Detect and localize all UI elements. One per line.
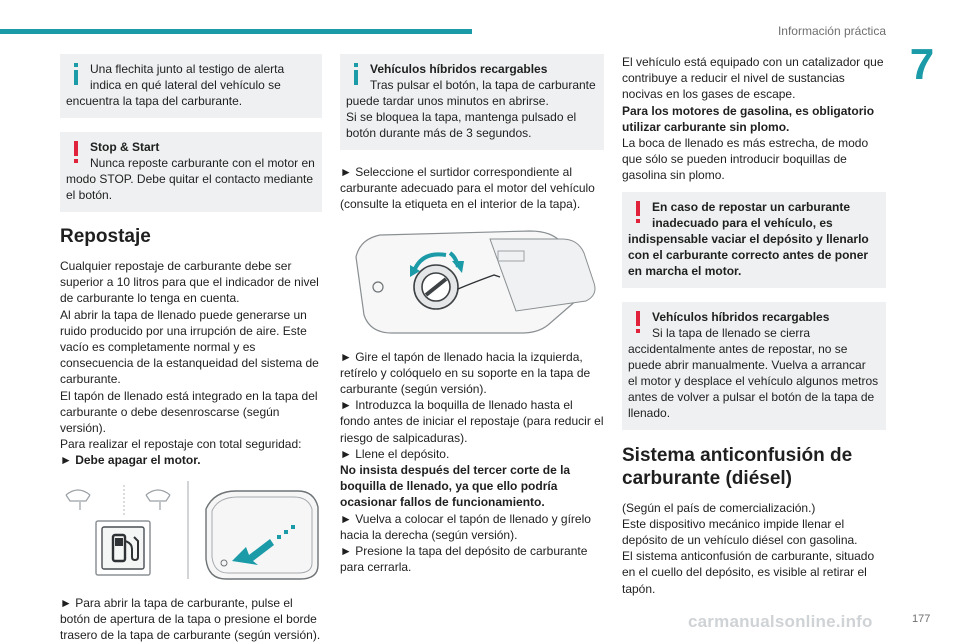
warning-line: indispensable vaciar el depósito y llenarlo <box>628 231 869 246</box>
section-heading: Sistema anticonfusión de carburante (diésel) <box>622 444 853 489</box>
info-text <box>90 61 316 93</box>
info-line: botón durante más de 3 segundos. <box>346 126 532 140</box>
steering-wheel-icon <box>66 490 170 510</box>
bold-paragraph: Para los motores de gasolina, es obligatorio utilizar carburante sin plomo. <box>622 103 875 134</box>
info-title: Vehículos híbridos recargables <box>370 62 548 76</box>
info-box <box>340 54 604 150</box>
warning-title: Vehículos híbridos recargables <box>652 309 830 324</box>
page-number: 177 <box>912 613 931 625</box>
watermark: carmanualsonline.info <box>688 612 873 631</box>
warning-line: Nunca reposte carburante con el motor en <box>90 156 315 170</box>
warning-line: el botón. <box>66 188 113 202</box>
paragraph: Para realizar el repostaje con total seguridad: <box>60 437 302 452</box>
fuel-door-button-icon <box>96 521 150 575</box>
step-paragraph: ► Gire el tapón de llenado hacia la izquierda, retírelo y colóquelo en su soporte en la tapa de carburante (según versión). <box>340 349 591 397</box>
info-line: encuentra la tapa del carburante. <box>66 94 243 108</box>
warning-line: puede abrir manualmente. Vuelva a arrancar <box>628 357 866 372</box>
paragraph: Este dispositivo mecánico impide llenar el depósito de un vehículo diésel con gasolina. <box>622 516 858 548</box>
section-heading: Repostaje <box>60 226 151 247</box>
paragraph: El sistema anticonfusión de carburante, situado en el cuello del depósito, es visible al retirar el tapón. <box>622 549 875 596</box>
step-paragraph: ► Introduzca la boquilla de llenado hasta el fondo antes de iniciar el repostaje (para reducir el riesgo de salpicaduras). <box>340 398 604 445</box>
paragraph: La boca de llenado es más estrecha, de modo que sólo se pueden introducir boquillas de gasolina sin plomo. <box>622 136 869 183</box>
info-line: Si se bloquea la tapa, mantenga pulsado el <box>346 110 577 124</box>
warning-box <box>60 132 322 212</box>
info-icon <box>67 62 85 86</box>
column-2 <box>340 54 604 575</box>
warning-text <box>90 139 316 171</box>
paragraph: Cualquier repostaje de carburante debe ser superior a 10 litros para que el indicador de nivel de carburante lo tenga en cuenta. <box>60 259 319 306</box>
warning-text <box>652 309 880 341</box>
warning-box <box>622 302 886 430</box>
warning-title: Stop & Start <box>90 140 160 154</box>
info-line: indica en qué lateral del vehículo se <box>90 78 281 92</box>
paragraph: Al abrir la tapa de llenado puede generarse un ruido producido por una irrupción de aire. Este vacío es completamente normal y es consecuencia de la estanqueidad del sistema de carburante. <box>60 307 319 387</box>
warning-icon <box>629 200 647 224</box>
warning-line: En caso de repostar un carburante <box>652 199 851 214</box>
warning-box <box>622 192 886 288</box>
warning-line: accidentalmente antes de repostar, no se <box>628 341 848 356</box>
step-paragraph: ► Debe apagar el motor. <box>60 453 201 468</box>
info-line: puede tardar unos minutos en abrirse. <box>346 94 549 108</box>
warning-line: en marcha el motor. <box>628 263 742 278</box>
warning-line: con el carburante correcto antes de poner <box>628 247 869 262</box>
paragraph: El tapón de llenado está integrado en la tapa del carburante o debe desenroscarse (según versión). <box>60 388 318 436</box>
column-3 <box>622 54 886 597</box>
warning-line: llenado. <box>628 405 671 420</box>
notice-paragraph: No insista después del tercer corte de la boquilla de llenado, ya que ello podría ocasionar fallos de funcionamiento. <box>340 463 571 510</box>
step-paragraph: ► Presione la tapa del depósito de carburante para cerrarla. <box>340 544 588 575</box>
warning-icon <box>629 310 647 334</box>
warning-line: antes de volver a pulsar el botón de la tapa de <box>628 389 875 404</box>
section-title: Información práctica <box>777 24 886 38</box>
paragraph: (Según el país de comercialización.) <box>622 500 816 515</box>
step-paragraph: ► Seleccione el surtidor correspondiente al carburante adecuado para el motor del vehículo (consulte la etiqueta en el interior de la tapa). <box>340 165 595 212</box>
step-paragraph: ► Llene el depósito. <box>340 446 450 461</box>
warning-text <box>652 199 880 231</box>
warning-icon <box>67 140 85 164</box>
header-accent-bar <box>0 29 472 34</box>
warning-line: modo STOP. Debe quitar el contacto mediante <box>66 172 314 186</box>
filler-cap-illustration <box>340 221 604 339</box>
fuel-door-illustration <box>60 475 322 585</box>
info-box <box>60 54 322 118</box>
info-line: Una flechita junto al testigo de alerta <box>90 62 285 76</box>
paragraph: El vehículo está equipado con un catalizador que contribuye a reducir el nivel de sustancias nocivas en los gases de escape. <box>622 55 884 102</box>
info-icon <box>347 62 365 86</box>
info-text <box>370 61 598 93</box>
fuel-filler-cap <box>414 265 458 309</box>
warning-line: el motor y desplace el vehículo algunos metros <box>628 373 879 388</box>
step-paragraph: ► Para abrir la tapa de carburante, pulse el botón de apertura de la tapa o presione el borde trasero de la tapa de carburante (según versión). <box>60 595 321 643</box>
warning-line: Si la tapa de llenado se cierra <box>652 325 811 340</box>
column-1 <box>60 54 322 643</box>
chapter-number: 7 <box>909 40 935 89</box>
step-paragraph: ► Vuelva a colocar el tapón de llenado y gírelo hacia la derecha (según versión). <box>340 511 591 542</box>
warning-line: inadecuado para el vehículo, es <box>652 215 833 230</box>
info-line: Tras pulsar el botón, la tapa de carburante <box>370 78 596 92</box>
